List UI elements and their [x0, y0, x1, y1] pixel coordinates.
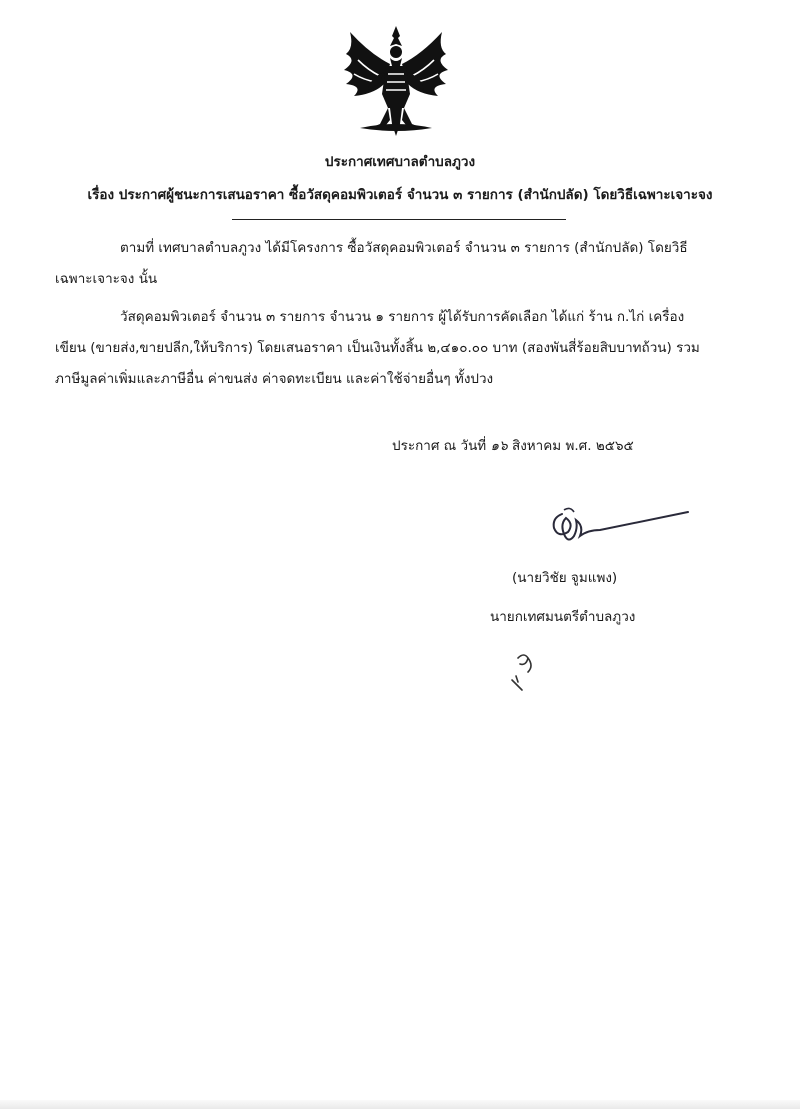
paragraph-1-line-2: เฉพาะเจาะจง นั้น: [55, 271, 158, 287]
org-title: ประกาศเทศบาลตำบลภูวง: [324, 154, 476, 170]
paragraph-2-line-2: เขียน (ขายส่ง,ขายปลีก,ให้บริการ) โดยเสนอราคา เป็นเงินทั้งสิ้น ๒,๔๑๐.๐๐ บาท (สองพันสี่ร้อยสิบบาทถ้วน) รวม: [55, 340, 700, 356]
announcement-month-year: สิงหาคม พ.ศ. ๒๕๖๕: [511, 438, 634, 454]
handwritten-signature-icon: [540, 500, 700, 550]
paragraph-2-line-1: วัสดุคอมพิวเตอร์ จำนวน ๓ รายการ จำนวน ๑ รายการ ผู้ได้รับการคัดเลือก ได้แก่ ร้าน ก.ไก่ เครื่อง: [120, 309, 685, 325]
signatory-name: (นายวิชัย จูมแพง): [512, 570, 618, 586]
document-subject: เรื่อง ประกาศผู้ชนะการเสนอราคา ซื้อวัสดุคอมพิวเตอร์ จำนวน ๓ รายการ (สำนักปลัด) โดยวิธีเฉพาะเจาะจง: [87, 187, 713, 203]
handwritten-initials-icon: [506, 646, 546, 696]
announcement-prefix: ประกาศ ณ วันที่: [392, 438, 487, 454]
title-divider: [232, 219, 566, 220]
scan-edge: [0, 1100, 800, 1109]
announcement-date: [392, 437, 634, 455]
announcement-day: ๑๖: [490, 438, 508, 454]
garuda-emblem-icon: [340, 24, 452, 142]
paragraph-1-line-1: ตามที่ เทศบาลตำบลภูวง ได้มีโครงการ ซื้อวัสดุคอมพิวเตอร์ จำนวน ๓ รายการ (สำนักปลัด) โดยวิธี: [120, 240, 688, 256]
signatory-position: นายกเทศมนตรีตำบลภูวง: [490, 609, 636, 625]
paragraph-2-line-3: ภาษีมูลค่าเพิ่มและภาษีอื่น ค่าขนส่ง ค่าจดทะเบียน และค่าใช้จ่ายอื่นๆ ทั้งปวง: [55, 371, 494, 387]
